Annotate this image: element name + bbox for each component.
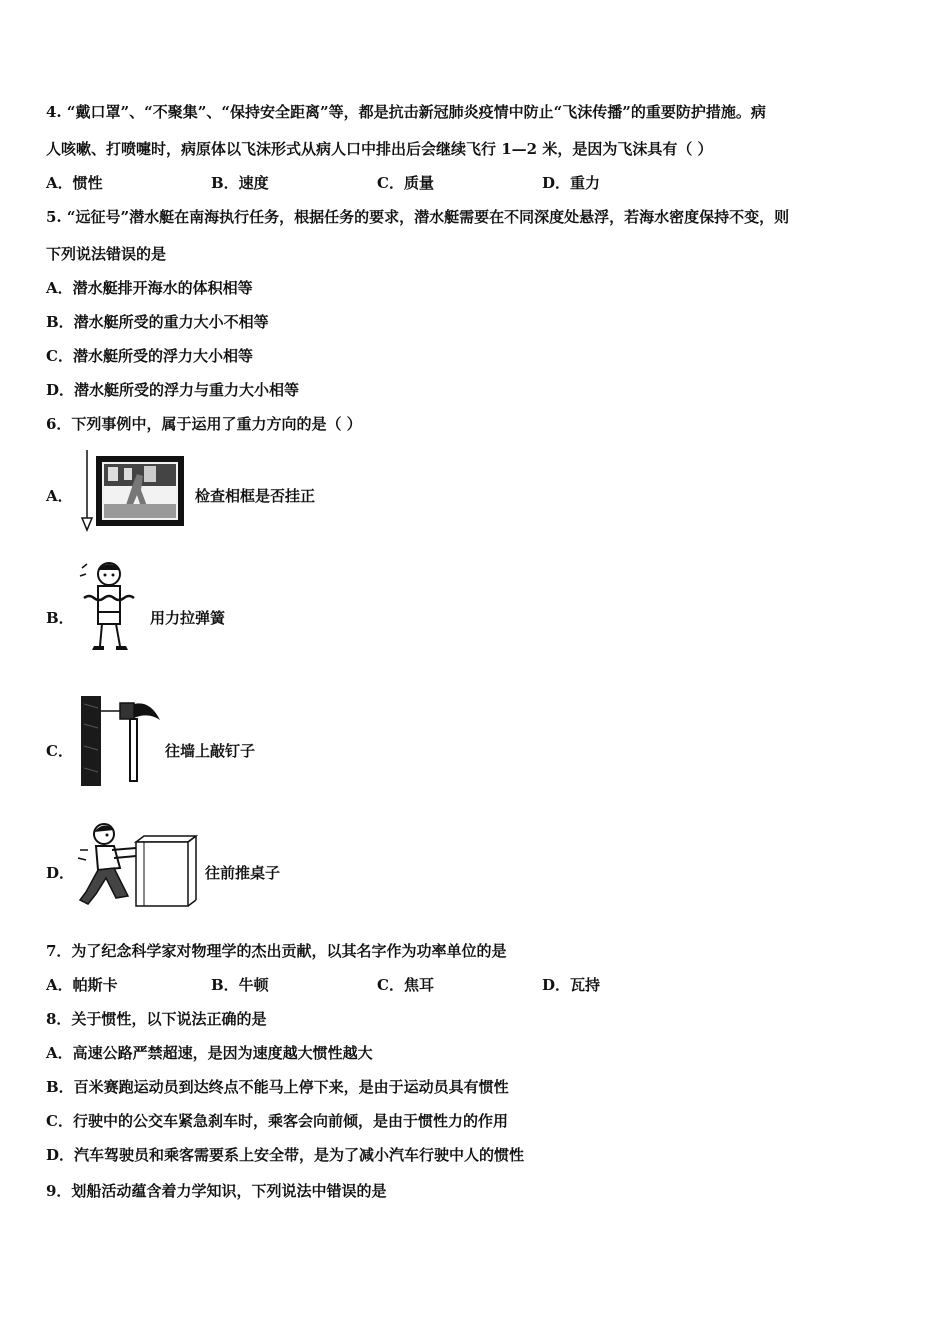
q5-option-c: C．潜水艇所受的浮力大小相等 [46, 347, 253, 365]
q8-option-a: A．高速公路严禁超速，是因为速度越大惯性越大 [46, 1044, 373, 1062]
q5-option-a: A．潜水艇排开海水的体积相等 [46, 279, 253, 297]
q6-option-b-caption: 用力拉弹簧 [150, 609, 226, 627]
q4-option-c: C．质量 [377, 174, 434, 192]
push-table-figure [74, 820, 200, 912]
q5-stem-line2: 下列说法错误的是 [46, 245, 167, 263]
q5-option-d: D．潜水艇所受的浮力与重力大小相等 [46, 381, 300, 399]
q6-option-b-letter: B． [46, 609, 74, 627]
q8-stem: 8．关于惯性，以下说法正确的是 [46, 1010, 267, 1028]
q6-option-c-letter: C． [46, 742, 73, 760]
q6-option-a-caption: 检查相框是否挂正 [195, 487, 316, 505]
q7-option-d: D．瓦持 [542, 976, 601, 994]
q6-option-d-letter: D． [46, 864, 75, 882]
q7-stem: 7．为了纪念科学家对物理学的杰出贡献，以其名字作为功率单位的是 [46, 942, 507, 960]
picture-frame-plumb-figure [78, 448, 190, 536]
q5-option-b: B．潜水艇所受的重力大小不相等 [46, 313, 269, 331]
q6-option-c-caption: 往墙上敲钉子 [165, 742, 256, 760]
q4-option-a: A．惯性 [46, 174, 103, 192]
q7-option-b: B．牛顿 [211, 976, 269, 994]
q4-stem-line1: 4. “戴口罩”、“不聚集”、“保持安全距离”等，都是抗击新冠肺炎疫情中防止“飞沫传播”的重要防护措施。病 [46, 103, 766, 121]
hammer-nail-figure [78, 694, 164, 788]
q8-option-c: C．行驶中的公交车紧急刹车时，乘客会向前倾，是由于惯性力的作用 [46, 1112, 508, 1130]
q4-option-d: D．重力 [542, 174, 601, 192]
q7-option-a: A．帕斯卡 [46, 976, 118, 994]
q6-stem: 6．下列事例中，属于运用了重力方向的是（ ） [46, 415, 362, 433]
q8-option-b: B．百米赛跑运动员到达终点不能马上停下来，是由于运动员具有惯性 [46, 1078, 509, 1096]
q4-stem-line2: 人咳嗽、打喷嚏时，病原体以飞沫形式从病人口中排出后会继续飞行 1—2 米，是因为飞沫具有（ ） [46, 140, 713, 158]
q5-stem-line1: 5. “远征号”潜水艇在南海执行任务，根据任务的要求，潜水艇需要在不同深度处悬浮，若海水密度保持不变，则 [46, 208, 790, 226]
q8-option-d: D．汽车驾驶员和乘客需要系上安全带，是为了减小汽车行驶中人的惯性 [46, 1146, 525, 1164]
q9-stem: 9．划船活动蕴含着力学知识，下列说法中错误的是 [46, 1182, 387, 1200]
spring-stretch-figure [78, 558, 140, 656]
q4-option-b: B．速度 [211, 174, 269, 192]
q6-option-d-caption: 往前推桌子 [205, 864, 281, 882]
q6-option-a-letter: A． [46, 487, 73, 505]
q7-option-c: C．焦耳 [377, 976, 434, 994]
